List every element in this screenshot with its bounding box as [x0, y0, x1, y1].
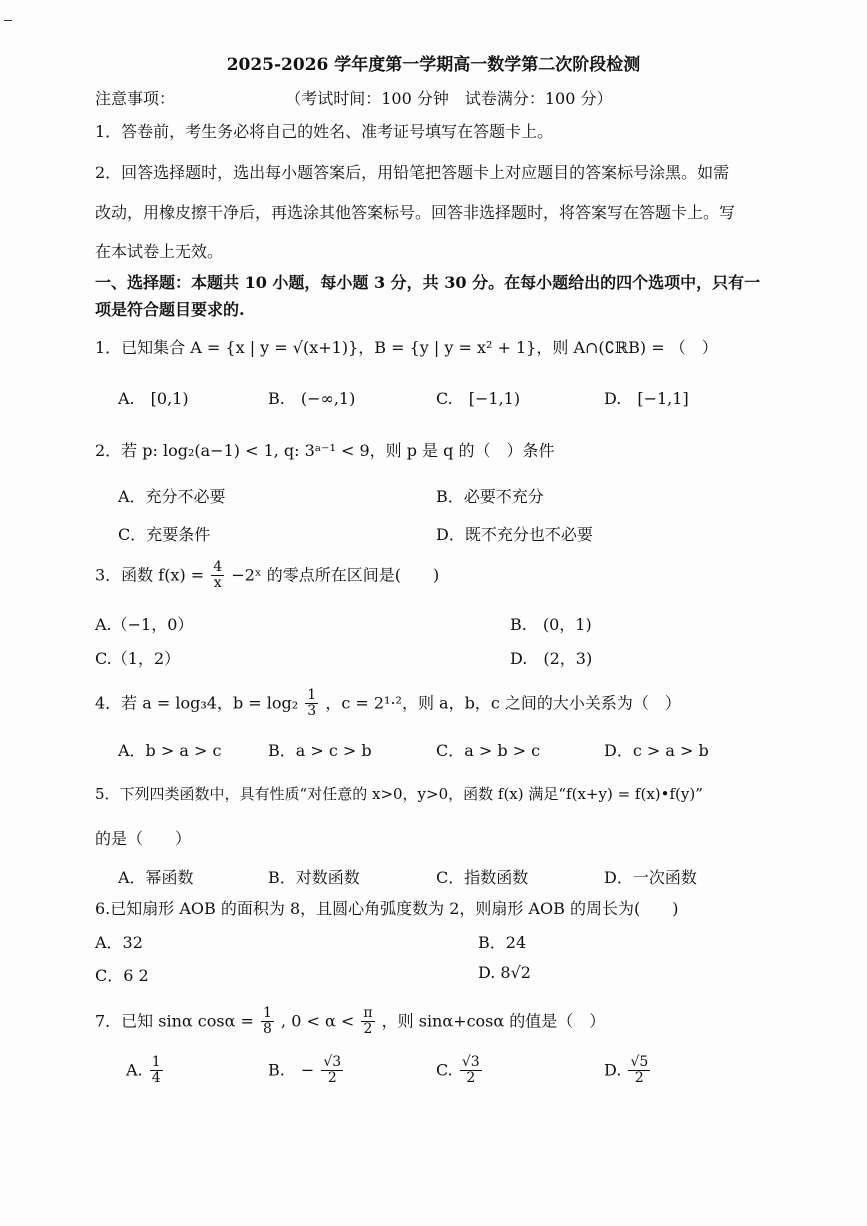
notice-item-2-line-1: 2．回答选择题时，选出每小题答案后，用铅笔把答题卡上对应题目的答案标号涂黑。如需	[95, 163, 730, 182]
option-label: B. −	[268, 1060, 315, 1080]
question-4-option-b: B．a > c > b	[268, 741, 372, 760]
fraction-numerator: 1	[151, 1054, 161, 1070]
question-1-option-a: A. [0,1)	[118, 389, 189, 408]
question-5-option-a: A．幂函数	[118, 868, 194, 887]
question-4-option-c: C．a > b > c	[436, 741, 541, 760]
option-fraction	[628, 1055, 650, 1087]
question-2-option-b: B．必要不充分	[436, 487, 544, 506]
question-3-stem	[95, 560, 439, 592]
question-6-stem: 6.已知扇形 AOB 的面积为 8，且圆心角弧度数为 2，则扇形 AOB 的周长为( )	[95, 899, 679, 918]
question-7-stem	[95, 1006, 605, 1038]
section-1-line-1: 一、选择题：本题共 10 小题，每小题 3 分，共 30 分。在每小题给出的四个选项中，只有一	[95, 273, 761, 292]
fraction-denominator: 4	[151, 1070, 161, 1087]
question-1-option-d: D. [−1,1]	[604, 389, 689, 408]
question-6-option-b: B．24	[478, 933, 527, 952]
question-6-option-c: C．6 2	[95, 966, 149, 985]
question-7-option-b	[268, 1055, 345, 1087]
page-title: 2025-2026 学年度第一学期高一数学第二次阶段检测	[226, 55, 641, 75]
question-3-stem-end: −2ˣ 的零点所在区间是( )	[231, 565, 440, 585]
fraction-denominator: x	[213, 575, 222, 592]
fraction-denominator: 8	[263, 1021, 272, 1038]
fraction-numerator: √5	[630, 1054, 649, 1070]
notice-header	[95, 86, 612, 109]
option-fraction	[150, 1055, 163, 1087]
question-1-option-b: B. (−∞,1)	[268, 389, 356, 408]
question-2-option-d: D．既不充分也不必要	[436, 525, 593, 544]
question-5-option-d: D．一次函数	[604, 868, 697, 887]
question-3-option-a: A.（−1，0）	[95, 615, 194, 634]
question-5-stem-line-1: 5．下列四类函数中，具有性质“对任意的 x>0，y>0，函数 f(x) 满足“f(x+y) = f(x)•f(y)”	[95, 785, 703, 803]
fraction-denominator: 2	[327, 1070, 337, 1087]
fraction-numerator: π	[363, 1005, 373, 1021]
fraction-denominator: 2	[634, 1070, 644, 1087]
question-1-option-c: C. [−1,1)	[436, 389, 521, 408]
question-7-option-a	[126, 1055, 165, 1087]
notice-label: 注意事项：	[95, 89, 176, 108]
fraction-numerator: √3	[323, 1054, 342, 1070]
option-label: A.	[126, 1060, 143, 1080]
option-label: C.	[436, 1060, 453, 1080]
question-7-stem-start: 7．已知 sinα cosα =	[95, 1011, 254, 1031]
option-fraction	[321, 1055, 343, 1087]
fraction-numerator: √3	[461, 1054, 480, 1070]
notice-item-2-line-3: 在本试卷上无效。	[95, 242, 224, 261]
question-3-stem-start: 3．函数 f(x) =	[95, 565, 205, 585]
question-4-option-a: A．b > a > c	[118, 741, 222, 760]
question-3-option-c: C.（1，2）	[95, 649, 181, 668]
question-1-stem: 1．已知集合 A = {x | y = √(x+1)}，B = {y | y = x² + 1}，则 A∩(∁ℝB) = （ ）	[95, 338, 718, 357]
question-6-option-d: D. 8√2	[478, 963, 531, 982]
question-7-fraction-1	[261, 1006, 274, 1038]
question-4-stem-end: ，c = 2¹·²，则 a，b，c 之间的大小关系为（ ）	[325, 693, 681, 713]
fraction-numerator: 1	[307, 687, 317, 703]
question-3-option-d: D. (2，3)	[510, 649, 593, 668]
notice-item-2-line-2: 改动，用橡皮擦干净后，再选涂其他答案标号。回答非选择题时，将答案写在答题卡上。写	[95, 203, 736, 222]
fraction-denominator: 2	[363, 1021, 373, 1038]
fraction-denominator: 3	[307, 703, 317, 720]
question-7-fraction-2	[361, 1006, 374, 1038]
question-5-stem-line-2: 的是（ ）	[95, 829, 192, 848]
corner-mark	[4, 20, 12, 21]
fraction-denominator: 2	[466, 1070, 476, 1087]
question-5-option-c: C．指数函数	[436, 868, 529, 887]
fraction-numerator: 1	[263, 1005, 272, 1021]
question-2-stem: 2．若 p: log₂(a−1) < 1, q: 3ᵃ⁻¹ < 9，则 p 是 q 的（ ）条件	[95, 441, 555, 460]
option-fraction	[460, 1055, 482, 1087]
exam-info: （考试时间：100 分钟 试卷满分：100 分）	[285, 89, 613, 108]
question-4-stem-start: 4．若 a = log₃4，b = log₂	[95, 693, 299, 713]
option-label: D.	[604, 1060, 622, 1080]
question-2-option-c: C．充要条件	[118, 525, 211, 544]
question-4-stem	[95, 688, 681, 720]
fraction-numerator: 4	[213, 559, 223, 575]
question-5-option-b: B．对数函数	[268, 868, 360, 887]
question-7-option-c	[436, 1055, 484, 1087]
question-6-option-a: A．32	[95, 933, 143, 952]
question-4-option-d: D．c > a > b	[604, 741, 709, 760]
question-3-option-b: B. (0，1)	[510, 615, 592, 634]
question-7-stem-middle: , 0 < α <	[281, 1011, 355, 1031]
question-7-stem-end: ，则 sinα+cosα 的值是（ ）	[381, 1011, 606, 1031]
question-3-fraction	[211, 560, 224, 592]
notice-item-1: 1．答卷前，考生务必将自己的姓名、准考证号填写在答题卡上。	[95, 122, 554, 141]
question-2-option-a: A．充分不必要	[118, 487, 226, 506]
question-7-option-d	[604, 1055, 652, 1087]
question-4-fraction	[305, 688, 318, 720]
section-1-line-2: 项是符合题目要求的.	[95, 300, 245, 319]
